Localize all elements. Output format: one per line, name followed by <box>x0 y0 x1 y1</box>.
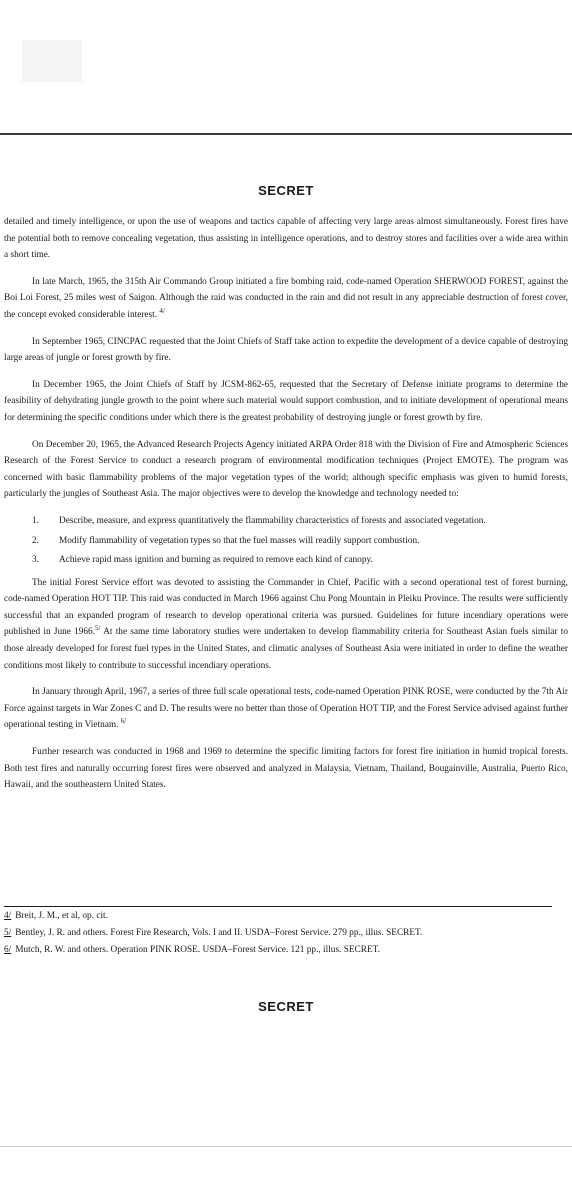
list-item-number: 3. <box>32 555 39 566</box>
paragraph-continuation: detailed and timely intelligence, or upon the use of weapons and tactics capable of affecting very large areas almost simultaneously. Forest fires have the potential both to remove concealing vegetation, thus assisting in intelligence operations, and to destroy stores and facilities over a wide area within a short time. <box>4 217 568 261</box>
paragraph-pink-rose <box>4 684 568 734</box>
list-item-text: Achieve rapid mass ignition and burning as required to remove each kind of canopy. <box>59 555 373 566</box>
paragraph-sherwood-forest <box>4 274 568 324</box>
footnote <box>4 908 568 925</box>
paragraph-jcs: In December 1965, the Joint Chiefs of Staff by JCSM-862-65, requested that the Secretary of Defense initiate programs to determine the feasibility of dehydrating jungle growth to the point where such material would support combustion, and to initiate development of operational means for determining the specific conditions under which there is the greatest probability of destroying jungle or forest growth by fire. <box>4 379 568 423</box>
document-body <box>4 214 568 804</box>
paragraph-cincpac: In September 1965, CINCPAC requested that the Joint Chiefs of Staff take action to expedite the development of a device capable of destroying large areas of jungle or forest growth by fire. <box>4 336 568 364</box>
paragraph-arpa: On December 20, 1965, the Advanced Research Projects Agency initiated ARPA Order 818 with the Division of Fire and Atmospheric Sciences Research of the Forest Service to conduct a research program of environmental modification techniques (Project EMOTE). The program was concerned with basic flammability problems of the major vegetation types of the world; although specific emphasis was given to humid forests, particularly the jungles of Southeast Asia. The major objectives were to develop the knowledge and technology needed to: <box>4 439 568 500</box>
footnotes <box>4 908 568 959</box>
footnote <box>4 942 568 959</box>
footnote-ref-4: 4/ <box>159 306 165 315</box>
page-top-edge <box>0 133 572 135</box>
paragraph-further-research: Further research was conducted in 1968 and 1969 to determine the specific limiting factors for forest fire initiation in humid tropical forests. Both test fires and naturally occurring forest fires were observed and analyzed in Malaysia, Vietnam, Thailand, Bougainville, Australia, Puerto Rico, Hawaii, and the southeastern United States. <box>4 747 568 791</box>
list-item-text: Describe, measure, and express quantitatively the flammability characteristics of forests and associated vegetation. <box>59 515 486 526</box>
paragraph-hot-tip <box>4 575 568 675</box>
list-item <box>4 513 568 530</box>
list-item-number: 1. <box>32 515 39 526</box>
list-item-text: Modify flammability of vegetation types so that the fuel masses will readily support combustion. <box>59 535 420 546</box>
classification-footer: SECRET <box>258 999 314 1014</box>
footnote-divider <box>4 906 552 907</box>
paragraph-text: The initial Forest Service effort was devoted to assisting the Commander in Chief, Pacific with a second operational test of forest burning, code-named Operation HOT TIP. This raid was conducted in March 1966 against Chu Pong Mountain in Pleiku Province. The results were sufficiently successful that an expanded program of research to develop operational criteria was pursued. Guidelines for future incendiary operations were published in June 1966. <box>4 577 568 638</box>
page-bottom-edge <box>0 1146 572 1147</box>
list-item-number: 2. <box>32 535 39 546</box>
objectives-list <box>4 513 568 569</box>
footnote-mark: 6/ <box>4 945 12 955</box>
footnote <box>4 925 568 942</box>
list-item <box>4 533 568 550</box>
footnote-text: Mutch, R. W. and others. Operation PINK ROSE. USDA–Forest Service. 121 pp., illus. SECRET. <box>15 945 380 955</box>
scan-smudge <box>22 40 82 82</box>
footnote-mark: 4/ <box>4 911 12 921</box>
footnote-ref-6: 6/ <box>120 717 127 726</box>
paragraph-text: In late March, 1965, the 315th Air Commando Group initiated a fire bombing raid, code-named Operation SHERWOOD FOREST, against the Boi Loi Forest, 25 miles west of Saigon. Although the raid was conducted in the rain and did not result in any appreciable destruction of forest cover, the concept evoked considerable interest. <box>4 276 568 320</box>
list-item <box>4 552 568 569</box>
footnote-text: Breit, J. M., et al, op. cit. <box>15 911 108 921</box>
classification-header: SECRET <box>258 183 314 198</box>
paragraph-text: At the same time laboratory studies were undertaken to develop flammability criteria for Southeast Asian fuels similar to those already developed for forest fuel types in the United States, and climatic analyses of Southeast Asia were initiated in order to define the weather conditions most likely to contribute to successful incendiary operations. <box>4 627 569 671</box>
paragraph-text: In January through April, 1967, a series of three full scale operational tests, code-named Operation PINK ROSE, were conducted by the 7th Air Force against targets in War Zones C and D. The results were no better than those of Operation HOT TIP, and the Forest Service advised against further operational testing in Vietnam. <box>4 687 568 731</box>
footnote-ref-5: 5/ <box>95 624 101 633</box>
footnote-text: Bentley, J. R. and others. Forest Fire Research, Vols. I and II. USDA–Forest Service. 279 pp., illus. SECRET. <box>15 928 423 938</box>
footnote-mark: 5/ <box>4 928 12 938</box>
